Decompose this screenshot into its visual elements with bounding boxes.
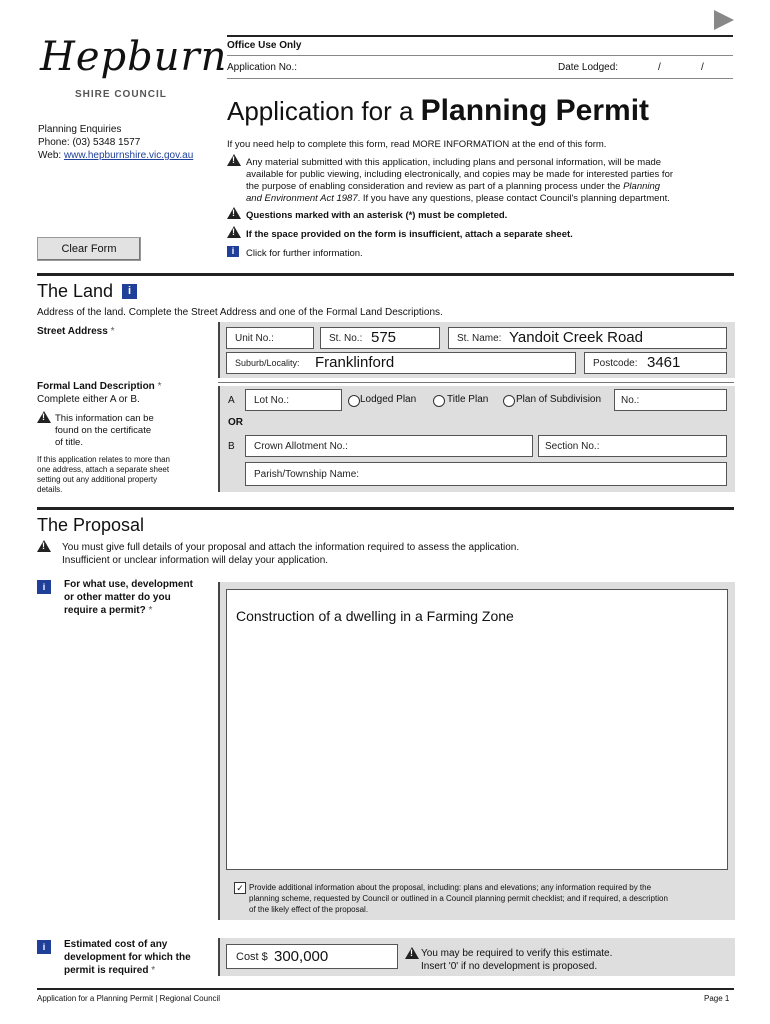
clear-form-label: Clear Form: [61, 243, 117, 255]
parish-field[interactable]: [245, 462, 727, 486]
crown-allotment-field[interactable]: [245, 435, 533, 457]
proposal-rule: [37, 507, 734, 510]
note1-line4-b: . If you have any questions, please contact Council's planning department.: [357, 193, 670, 204]
warning-icon: [227, 226, 241, 238]
note1-line4-a: and Environment Act 1987: [246, 193, 358, 204]
multi-address-l1: If this application relates to more than: [37, 455, 170, 464]
option-a-label: A: [228, 395, 235, 406]
warning-icon: [227, 154, 241, 166]
verify-note-l2: Insert '0' if no development is proposed.: [421, 961, 598, 972]
footer-page: Page 1: [704, 994, 730, 1003]
option-b-label: B: [228, 441, 235, 452]
info-icon[interactable]: i: [227, 246, 239, 257]
proposal-description-value: Construction of a dwelling in a Farming Zone: [236, 608, 514, 624]
next-page-arrow-icon[interactable]: [714, 10, 734, 30]
date-slash-1: /: [658, 62, 661, 73]
application-no-label: Application No.:: [227, 62, 298, 73]
use-question-l3-text: require a permit?: [64, 605, 146, 616]
cost-question-l3: [64, 965, 155, 976]
postcode-field[interactable]: [584, 352, 727, 374]
proposal-warning-l2: Insufficient or unclear information will delay your application.: [62, 555, 329, 566]
st-name-label: St. Name:: [457, 333, 502, 344]
note1-line3-a: the purpose of enabling consideration and review as part of a planning process under the: [246, 181, 624, 192]
warning-icon: [37, 540, 51, 552]
title-info-l3: of title.: [55, 437, 83, 448]
crown-allotment-label: Crown Allotment No.:: [254, 441, 348, 452]
postcode-value: 3461: [647, 354, 681, 371]
title-plan-radio[interactable]: [433, 395, 445, 407]
cost-field[interactable]: [226, 944, 398, 969]
date-lodged-label: Date Lodged:: [558, 62, 619, 73]
postcode-label: Postcode:: [593, 358, 638, 369]
section-no-label: Section No.:: [545, 441, 600, 452]
formal-land-text: Formal Land Description: [37, 381, 155, 392]
note1-line2: available for public viewing, including electronically, and copies may be made for interested parties for: [246, 169, 674, 180]
multi-address-l3: setting out any additional property: [37, 475, 158, 484]
office-use-title: Office Use Only: [227, 40, 302, 51]
provide-info-l3: of the likely effect of the proposal.: [249, 905, 369, 914]
title-prefix: Application for a: [227, 96, 421, 126]
note1-line3: [246, 181, 660, 192]
required-asterisk: *: [157, 381, 162, 392]
use-question-l2: or other matter do you: [64, 592, 171, 603]
website-link[interactable]: www.hepburnshire.vic.gov.au: [63, 150, 194, 161]
land-heading: The Land: [37, 281, 114, 301]
logo-subtitle: SHIRE COUNCIL: [75, 89, 167, 100]
section-no-field[interactable]: [538, 435, 727, 457]
web-line: [38, 150, 193, 161]
required-asterisk: *: [151, 965, 156, 976]
lodged-plan-radio[interactable]: [348, 395, 360, 407]
land-intro: Address of the land. Complete the Street Address and one of the Formal Land Descriptions.: [37, 307, 443, 318]
attachment-icon: ✓: [234, 882, 246, 894]
st-name-value: Yandoit Creek Road: [509, 329, 643, 346]
provide-info-l2: planning scheme, requested by Council or outlined in a Council planning permit checklist; and if required, a description: [249, 894, 668, 903]
st-no-label: St. No.:: [329, 333, 363, 344]
phone-text: Phone: (03) 5348 1577: [38, 137, 141, 148]
required-asterisk: *: [148, 605, 153, 616]
cost-value: 300,000: [274, 948, 329, 965]
insufficient-note: If the space provided on the form is insufficient, attach a separate sheet.: [246, 229, 573, 240]
web-prefix: Web:: [38, 150, 64, 161]
multi-address-l4: details.: [37, 485, 63, 494]
proposal-description-field[interactable]: [226, 589, 728, 870]
info-icon[interactable]: i: [122, 284, 137, 299]
or-label: OR: [228, 417, 243, 428]
parish-label: Parish/Township Name:: [254, 469, 360, 480]
help-text: If you need help to complete this form, read MORE INFORMATION at the end of this form.: [227, 139, 607, 150]
suburb-value: Franklinford: [315, 354, 395, 371]
formal-rule: [218, 382, 734, 383]
lot-no-field[interactable]: [245, 389, 342, 411]
cost-question-l2: development for which the: [64, 952, 191, 963]
warning-icon: [405, 947, 419, 959]
verify-note-l1: You may be required to verify this estimate.: [421, 948, 613, 959]
further-info-note: Click for further information.: [246, 248, 363, 259]
st-no-value: 575: [371, 329, 397, 346]
page-title: [227, 94, 649, 128]
title-info-l1: This information can be: [55, 413, 154, 424]
info-icon[interactable]: i: [37, 580, 51, 594]
info-icon[interactable]: i: [37, 940, 51, 954]
use-question-l3: [64, 605, 152, 616]
footer-rule: [37, 988, 734, 990]
office-top-rule: [227, 35, 733, 37]
plan-no-label: No.:: [621, 395, 640, 406]
warning-icon: [227, 207, 241, 219]
date-slash-2: /: [701, 62, 704, 73]
note1-line4: [246, 193, 670, 204]
note1-line3-b: Planning: [623, 181, 661, 192]
multi-address-l2: one address, attach a separate sheet: [37, 465, 170, 474]
note1-line1: Any material submitted with this application, including plans and personal information, will be made: [246, 157, 662, 168]
cost-question-l1: Estimated cost of any: [64, 939, 168, 950]
office-bottom-rule: [227, 78, 733, 79]
plan-of-subdivision-radio[interactable]: [503, 395, 515, 407]
lodged-plan-label: Lodged Plan: [360, 394, 417, 405]
provide-info-l1: Provide additional information about the proposal, including: plans and elevations; any information required by the: [249, 883, 652, 892]
proposal-heading: The Proposal: [37, 515, 145, 535]
title-bold: Planning Permit: [420, 94, 650, 127]
cost-label: Cost $: [236, 951, 268, 963]
warning-icon: [37, 411, 51, 423]
formal-sub: Complete either A or B.: [37, 394, 140, 405]
asterisk-note: Questions marked with an asterisk (*) must be completed.: [246, 210, 508, 221]
proposal-warning-l1: You must give full details of your proposal and attach the information required to assess the application.: [62, 542, 520, 553]
footer-left: Application for a Planning Permit | Regional Council: [37, 994, 221, 1003]
land-rule: [37, 273, 734, 276]
clear-form-button[interactable]: [37, 237, 141, 261]
lot-no-label: Lot No.:: [254, 395, 290, 406]
street-address-text: Street Address: [37, 326, 108, 337]
plan-of-subdivision-label: Plan of Subdivision: [516, 394, 602, 405]
cost-question-l3-text: permit is required: [64, 965, 149, 976]
formal-land-label: [37, 381, 161, 392]
plan-no-field[interactable]: [614, 389, 727, 411]
use-question-l1: For what use, development: [64, 579, 193, 590]
title-plan-label: Title Plan: [447, 394, 489, 405]
unit-no-label: Unit No.:: [235, 333, 274, 344]
unit-no-field[interactable]: [226, 327, 314, 349]
suburb-field[interactable]: [226, 352, 576, 374]
logo-script: Hepburn: [40, 34, 228, 80]
office-mid-rule: [227, 55, 733, 56]
street-no-field[interactable]: [320, 327, 440, 349]
title-info-l2: found on the certificate: [55, 425, 152, 436]
required-asterisk: *: [110, 326, 115, 337]
suburb-label: Suburb/Locality:: [235, 358, 300, 368]
planning-enquiries-label: Planning Enquiries: [38, 124, 122, 135]
street-address-label: [37, 326, 114, 337]
street-name-field[interactable]: [448, 327, 727, 349]
